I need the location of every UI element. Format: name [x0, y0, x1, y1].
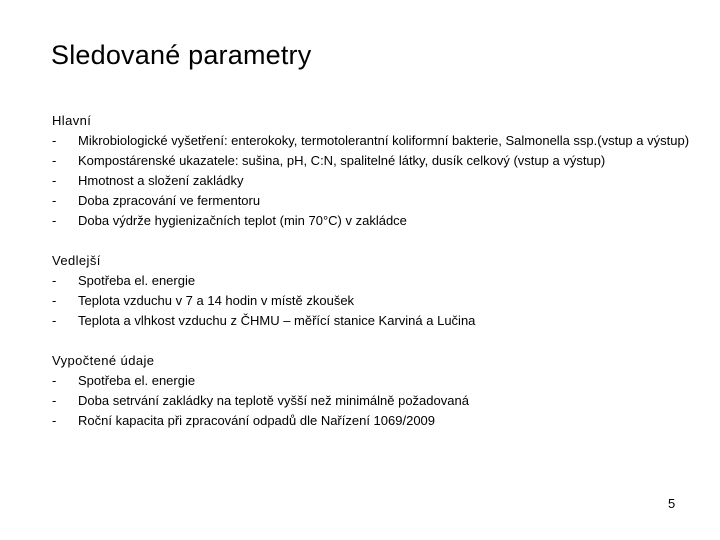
section-vypoctene-udaje: [52, 351, 692, 431]
list-item-text: Roční kapacita při zpracování odpadů dle Nařízení 1069/2009: [78, 413, 436, 428]
list-item: [52, 271, 692, 291]
bullet-dash: -: [52, 193, 57, 208]
list-item-text: Teplota vzduchu v 7 a 14 hodin v místě zkoušek: [78, 293, 355, 308]
section-heading: Vedlejší: [52, 253, 101, 268]
bullet-dash: -: [52, 133, 57, 148]
section-heading: Vypočtené údaje: [52, 353, 155, 368]
list-item: [52, 291, 692, 311]
list-item: [52, 131, 692, 151]
bullet-dash: -: [52, 213, 57, 228]
list-item-text: Doba setrvání zakládky na teplotě vyšší než minimálně požadovaná: [78, 393, 469, 408]
list-item-text: Kompostárenské ukazatele: sušina, pH, C:N, spalitelné látky, dusík celkový (vstup a výstup): [78, 153, 606, 168]
bullet-dash: -: [52, 293, 57, 308]
list-item: [52, 391, 692, 411]
section-heading: Hlavní: [52, 113, 92, 128]
bullet-dash: -: [52, 273, 57, 288]
section-vedlejsi: [52, 251, 692, 331]
bullet-list: [52, 131, 692, 231]
bullet-dash: -: [52, 393, 57, 408]
list-item-text: Doba zpracování ve fermentoru: [78, 193, 261, 208]
bullet-dash: -: [52, 373, 57, 388]
list-item: [52, 151, 692, 171]
page-number: 5: [668, 496, 676, 511]
list-item-text: Spotřeba el. energie: [78, 273, 196, 288]
slide-content: [52, 111, 692, 431]
list-item: [52, 311, 692, 331]
list-item-text: Doba výdrže hygienizačních teplot (min 70°C) v zakládce: [78, 213, 407, 228]
list-item: [52, 371, 692, 391]
bullet-dash: -: [52, 173, 57, 188]
list-item-text: Teplota a vlhkost vzduchu z ČHMU – měřící stanice Karviná a Lučina: [78, 313, 476, 328]
bullet-dash: -: [52, 313, 57, 328]
list-item-text: Mikrobiologické vyšetření: enterokoky, termotolerantní koliformní bakterie, Salmonella ssp.(vstup a výstup): [78, 133, 690, 148]
list-item-text: Hmotnost a složení zakládky: [78, 173, 244, 188]
list-item: [52, 211, 692, 231]
bullet-list: [52, 271, 692, 331]
list-item: [52, 191, 692, 211]
section-hlavni: [52, 111, 692, 231]
bullet-dash: -: [52, 153, 57, 168]
list-item: [52, 411, 692, 431]
slide-title: Sledované parametry: [51, 40, 312, 70]
list-item-text: Spotřeba el. energie: [78, 373, 196, 388]
list-item: [52, 171, 692, 191]
bullet-dash: -: [52, 413, 57, 428]
bullet-list: [52, 371, 692, 431]
